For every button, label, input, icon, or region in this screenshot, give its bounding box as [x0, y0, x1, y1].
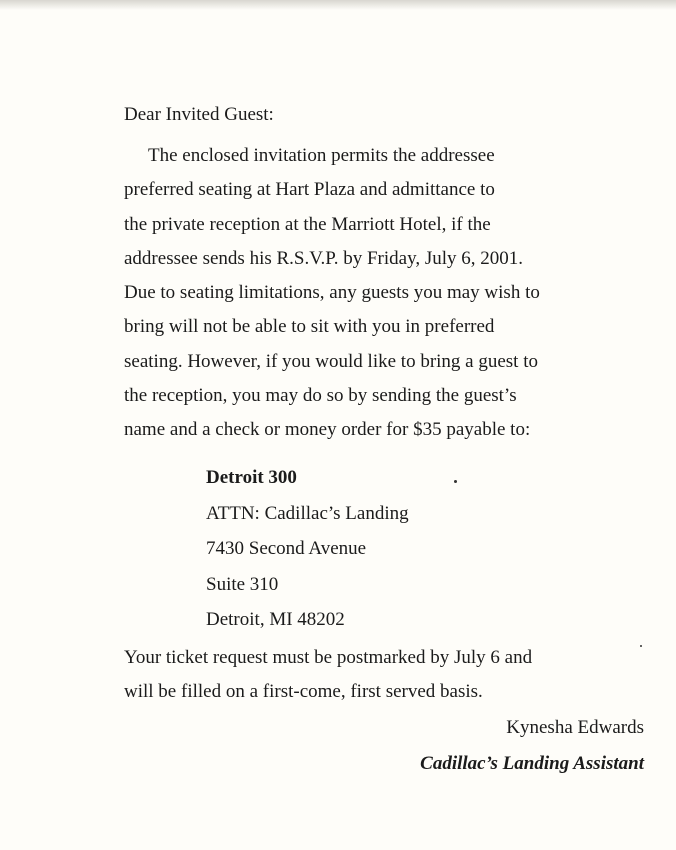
address-street: 7430 Second Avenue: [206, 538, 367, 559]
body-line: Due to seating limitations, any guests you may wish to: [124, 282, 540, 304]
signer-name: Kynesha Edwards: [506, 717, 644, 738]
address-attention: ATTN: Cadillac’s Landing: [206, 502, 409, 524]
paper-speck: [454, 480, 457, 483]
salutation: Dear Invited Guest:: [124, 104, 274, 125]
paper-speck: [640, 645, 642, 647]
body-line: the reception, you may do so by sending the guest’s: [124, 385, 517, 407]
body-line: the private reception at the Marriott Hotel, if the: [124, 213, 491, 235]
body-line: bring will not be able to sit with you in preferred: [124, 316, 495, 338]
body-line: The enclosed invitation permits the addressee: [148, 145, 495, 166]
signature-block: [420, 710, 644, 782]
address-city-state-zip: Detroit, MI 48202: [206, 609, 345, 630]
body-paragraph: [124, 139, 644, 448]
address-organization: Detroit 300: [206, 467, 297, 488]
body-line: name and a check or money order for $35 payable to:: [124, 419, 531, 441]
scan-edge-shadow: [0, 0, 676, 10]
address-suite: Suite 310: [206, 573, 279, 595]
signer-title: Cadillac’s Landing Assistant: [420, 753, 644, 774]
closing-paragraph: [124, 641, 532, 709]
body-line: addressee sends his R.S.V.P. by Friday, July 6, 2001.: [124, 247, 524, 269]
body-line: seating. However, if you would like to bring a guest to: [124, 350, 538, 372]
mailing-address: [206, 460, 409, 638]
closing-line: Your ticket request must be postmarked by July 6 and: [124, 647, 533, 668]
body-line: preferred seating at Hart Plaza and admittance to: [124, 179, 495, 201]
closing-line: will be filled on a first-come, first served basis.: [124, 681, 483, 702]
letter-body: [124, 98, 644, 448]
